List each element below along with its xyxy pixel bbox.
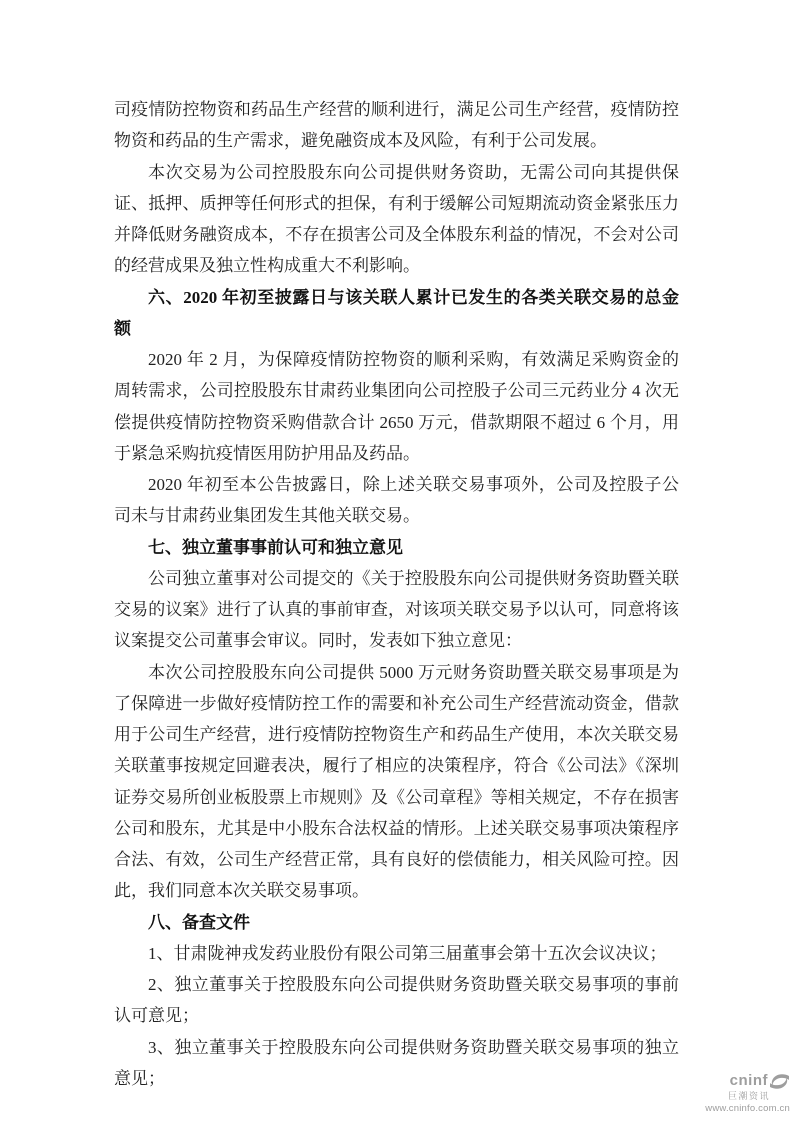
archive-document-item-3: 3、独立董事关于控股股东向公司提供财务资助暨关联交易事项的独立意见； (114, 1037, 679, 1088)
cninfo-logo-text: cninf (729, 1071, 768, 1089)
section-7-paragraph-2: 本次公司控股股东向公司提供 5000 万元财务资助暨关联交易事项是为了保障进一步做好疫情防控工作的需要和补充公司生产经营流动资金，借款用于公司生产经营，进行疫情防控物资生产和药品生产使用，本次关联交易关联董事按规定回避表决，履行了相应的决策程序，符合《公司法》《深圳证券交易所创业板股票上市规则》及《公司章程》等相关规定，不存在损害公司和股东，尤其是中小股东合法权益的情形。上述关联交易事项决策程序合法、有效，公司生产经营正常，具有良好的偿债能力，相关风险可控。因此，我们同意本次关联交易事项。 (114, 662, 679, 901)
paragraph-continuation: 司疫情防控物资和药品生产经营的顺利进行，满足公司生产经营，疫情防控物资和药品的生产需求，避免融资成本及风险，有利于公司发展。 (114, 100, 679, 151)
cninfo-chinese-name: 巨潮资讯 (727, 1090, 770, 1101)
section-8-heading: 八、备查文件 (148, 912, 250, 932)
section-6-paragraph-1: 2020 年 2 月，为保障疫情防控物资的顺利采购，有效满足采购资金的周转需求，公司控股股东甘肃药业集团向公司控股子公司三元药业分 4 次无偿提供疫情防控物资采购借款合计 2650 万元，借款期限不超过 6 个月，用于紧急采购抗疫情医用防护用品及药品。 (114, 350, 679, 463)
archive-document-item-1: 1、甘肃陇神戎发药业股份有限公司第三届董事会第十五次会议决议； (148, 943, 667, 963)
section-6-paragraph-2: 2020 年初至本公告披露日，除上述关联交易事项外，公司及控股子公司未与甘肃药业集团发生其他关联交易。 (114, 475, 679, 526)
section-7-paragraph-1: 公司独立董事对公司提交的《关于控股股东向公司提供财务资助暨关联交易的议案》进行了认真的事前审查，对该项关联交易予以认可，同意将该议案提交公司董事会审议。同时，发表如下独立意见： (114, 568, 679, 651)
cninfo-swirl-icon (769, 1072, 790, 1091)
paragraph-transaction: 本次交易为公司控股股东向公司提供财务资助，无需公司向其提供保证、抵押、质押等任何形式的担保，有利于缓解公司短期流动资金紧张压力并降低财务融资成本，不存在损害公司及全体股东利益的情况，不会对公司的经营成果及独立性构成重大不利影响。 (114, 162, 679, 276)
cninfo-website-url: www.cninfo.com.cn (705, 1102, 790, 1114)
document-body (114, 94, 679, 1094)
cninfo-watermark (705, 1072, 790, 1114)
archive-document-item-2: 2、独立董事关于控股股东向公司提供财务资助暨关联交易事项的事前认可意见； (114, 975, 679, 1026)
section-7-heading: 七、独立董事事前认可和独立意见 (148, 537, 403, 557)
section-6-heading: 六、2020 年初至披露日与该关联人累计已发生的各类关联交易的总金额 (114, 287, 679, 338)
